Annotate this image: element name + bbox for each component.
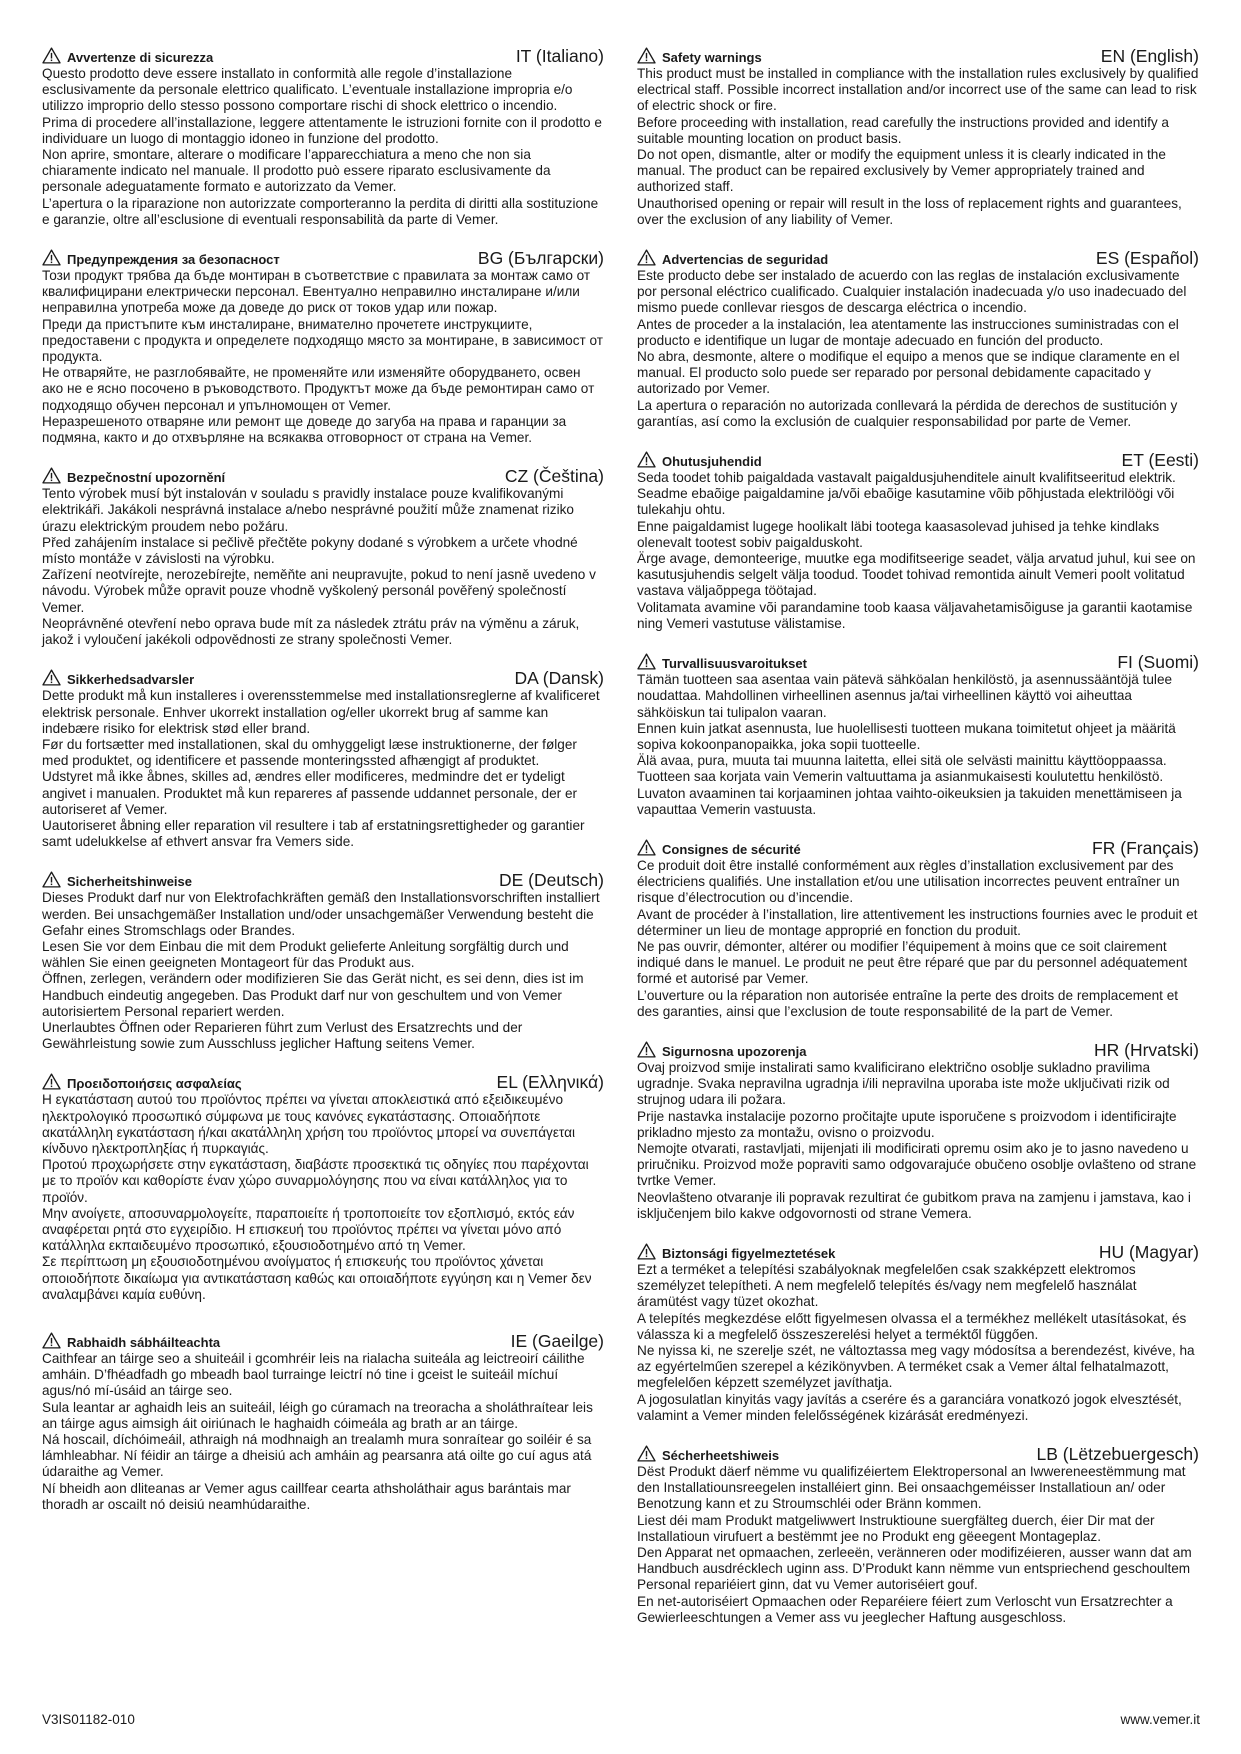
language-label: FR (Français)	[1092, 837, 1199, 858]
section-paragraph: Seda toodet tohib paigaldada vastavalt paigaldusjuhenditele ainult kvalifitseeritud elektrik. Seadme ebaõige paigaldamine ja/või ebaõige kasutamine võib põhjustada elektrilöögi või tulekahju ohtu.	[637, 470, 1176, 518]
section-paragraph: Ennen kuin jatkat asennusta, lue huolellisesti tuotteen mukana toimitetut ohjeet ja määritä sopiva kokoonpanopaikka, joka sopii tuotteelle.	[637, 720, 1176, 752]
language-label: FI (Suomi)	[1117, 652, 1199, 673]
section-title: Προειδοποιήσεις ασφαλείας	[67, 1076, 242, 1092]
section-paragraph: Dette produkt må kun installeres i overensstemmelse med installationsreglerne af kvalificeret elektrisk personale. Enhver ukorrekt installation og/eller ukorrekt brug af samme kan indebære risiko for elektrisk stød eller brand.	[42, 688, 600, 736]
section-title: Bezpečnostní upozornění	[67, 470, 226, 486]
section-paragraph: Udstyret må ikke åbnes, skilles ad, ændres eller modificeres, medmindre det er tydeligt angivet i manualen. Produktet må kun repareres af passende uddannet personale, der er autoriseret af Vemer.	[42, 769, 578, 817]
warning-triangle-icon	[637, 653, 656, 670]
section-paragraph: Μην ανοίγετε, αποσυναρμολογείτε, παραποιείτε ή τροποποιείτε τον εξοπλισμό, εκτός εάν αναφέρεται ρητά στο εγχειρίδιο. Η επισκευή του προϊόντος πρέπει να γίνεται μόνο από κατάλληλα εκπαιδευμένο προσωπικό, εξουσιοδοτημένο από τη Vemer.	[42, 1205, 575, 1254]
section-title: Sécherheetshiweis	[662, 1448, 780, 1464]
section-header	[637, 1034, 1199, 1060]
warning-triangle-icon	[637, 839, 656, 856]
section-paragraph: Den Apparat net opmaachen, zerleeën, veränneren oder modifizéieren, ausser wann dat am Handbuch ausdrécklech uginn ass. D’Produkt kann nëmme vun entspriechend geschoultem Personal repariéiert ginn, dat vu Vemer autoriséiert gouf.	[637, 1545, 1192, 1593]
section-paragraph: Antes de proceder a la instalación, lea atentamente las instrucciones suministradas con el producto e identifique un lugar de montaje adecuado en función del producto.	[637, 316, 1179, 348]
section-paragraph: La apertura o reparación no autorizada conllevará la pérdida de derechos de sustitución y garantías, así como la exclusión de cualquier responsabilidad por parte de Vemer.	[637, 397, 1178, 429]
section-heading	[637, 1041, 806, 1060]
section-paragraph: This product must be installed in compliance with the installation rules exclusively by qualified electrical staff. Possible incorrect installation and/or incorrect use of the same can lead to risk of electric shock or fire.	[637, 66, 1199, 114]
warning-triangle-icon	[42, 669, 61, 686]
section-paragraph: Lesen Sie vor dem Einbau die mit dem Produkt gelieferte Anleitung sorgfältig durch und wählen Sie einen geeigneten Montageort für das Produkt aus.	[42, 938, 569, 971]
section-header	[637, 1438, 1199, 1464]
section-heading	[42, 1073, 242, 1092]
language-label: HR (Hrvatski)	[1094, 1039, 1199, 1060]
section-heading	[42, 1332, 220, 1351]
safety-section	[637, 1438, 1199, 1626]
section-paragraph: Este producto debe ser instalado de acuerdo con las reglas de instalación exclusivamente por personal eléctrico cualificado. Cualquier instalación inadecuada y/o uso inadecuado del mismo puede conllevar riesgos de descarga eléctrica o incendio.	[637, 268, 1187, 316]
warning-triangle-icon	[637, 451, 656, 468]
language-label: BG (Български)	[477, 248, 604, 269]
section-paragraph: Sula leantar ar aghaidh leis an suiteáil, léigh go cúramach na treoracha a sholáthraítear leis an táirge agus aimsigh áit oiriúnach le haghaidh cóimeála ag brath ar an táirge.	[42, 1399, 593, 1431]
section-paragraph: L’apertura o la riparazione non autorizzate comporteranno la perdita di diritti alla sostituzione e garanzie, oltre all’esclusione di eventuali responsabilità da parte di Vemer.	[42, 195, 599, 227]
section-header	[637, 444, 1199, 470]
section-paragraph: Enne paigaldamist lugege hoolikalt läbi tootega kaasasolevad juhised ja tehke kindlaks olenevalt tootest sobiv paigalduskoht.	[637, 518, 1160, 550]
section-paragraph: Prima di procedere all’installazione, leggere attentamente le istruzioni fornite con il prodotto e individuare un luogo di montaggio idoneo in funzione del prodotto.	[42, 114, 602, 146]
warning-triangle-icon	[42, 467, 61, 484]
section-paragraph: A jogosulatlan kinyitás vagy javítás a cserére és a garanciára vonatkozó jogok elvesztését, valamint a Vemer minden felelősségének kizárását eredményezi.	[637, 1391, 1182, 1423]
section-paragraph: Неразрешеното отваряне или ремонт ще доведе до загуба на права и гаранции за подмяна, както и до отхвърляне на всякаква отговорност от страна на Vemer.	[42, 413, 567, 446]
section-title: Rabhaidh sábháilteachta	[67, 1335, 221, 1350]
warning-triangle-icon	[637, 1243, 656, 1260]
section-header	[42, 864, 604, 890]
warning-triangle-icon	[42, 1332, 61, 1349]
section-title: Turvallisuusvaroitukset	[662, 656, 807, 672]
section-title: Consignes de sécurité	[662, 841, 801, 857]
section-paragraph: Ärge avage, demonteerige, muutke ega modifitseerige seadet, välja arvatud juhul, kui see on kasutusjuhendis selgelt välja toodud. Toodet tohivad remontida ainult Vemeri poolt volitatud vastava väljaõppega töötajad.	[637, 551, 1196, 599]
language-label: EL (Ελληνικά)	[496, 1072, 604, 1093]
safety-section	[42, 1066, 604, 1303]
section-heading	[42, 249, 280, 268]
section-paragraph: Questo prodotto deve essere installato in conformità alle regole d’installazione esclusivamente da personale elettrico qualificato. L’eventuale installazione impropria e/o utilizzo improprio dello stesso possono comportare rischi di shock elettrico o incendio.	[42, 66, 573, 114]
safety-section	[42, 864, 604, 1052]
safety-section	[42, 242, 604, 446]
section-heading	[637, 653, 807, 672]
section-paragraph: Σε περίπτωση μη εξουσιοδοτημένου ανοίγματος ή επισκευής του προϊόντος χάνεται οποιοδήποτε δικαίωμα για αντικατάσταση καθώς και οποιαδήποτε εγγύηση και η Vemer δεν αναλαμβάνει καμία ευθύνη.	[42, 1254, 592, 1302]
warning-triangle-icon	[637, 1041, 656, 1058]
section-paragraph: L’ouverture ou la réparation non autorisée entraîne la perte des droits de remplacement et des garanties, ainsi que l’exclusion de toute responsabilité de la part de Vemer.	[637, 987, 1179, 1019]
section-paragraph: Uautoriseret åbning eller reparation vil resultere i tab af erstatningsrettigheder og garantier samt udelukkelse af ethvert ansvar fra Vemers side.	[42, 817, 585, 850]
section-paragraph: Volitamata avamine või parandamine toob kaasa väljavahetamisõiguse ja garantii kaotamise ning Vemeri vastutuse välistamise.	[637, 599, 1193, 631]
section-paragraph: Caithfear an táirge seo a shuiteáil i gcomhréir leis na rialacha suiteála ag leictreoirí cáilithe amháin. D’fhéadfadh go mbeadh baol turrainge leictrí nó tine i gceist le suiteáil míchuí agus/nó mí-úsáid an táirge seo.	[42, 1351, 585, 1399]
section-heading	[637, 249, 828, 268]
section-paragraph: Tämän tuotteen saa asentaa vain pätevä sähköalan henkilöstö, ja asennussääntöjä tulee noudattaa. Mahdollinen virheellinen asennus ja/tai virheellinen käyttö voi aiheuttaa sähköiskun tai tulipalon vaaran.	[637, 672, 1173, 720]
section-paragraph: No abra, desmonte, altere o modifique el equipo a menos que se indique claramente en el manual. El producto solo puede ser reparado por personal debidamente capacitado y autorizado por Vemer.	[637, 349, 1180, 397]
section-heading	[42, 871, 192, 890]
safety-section	[637, 832, 1199, 1020]
section-paragraph: Do not open, dismantle, alter or modify the equipment unless it is clearly indicated in the manual. The product can be repaired exclusively by Vemer appropriately trained and authorized staff.	[637, 147, 1166, 195]
section-paragraph: Non aprire, smontare, alterare o modificare l’apparecchiatura a meno che non sia chiaramente indicato nel manuale. Il prodotto può essere riparato esclusivamente da personale adeguatamente formato e autorizzato da Vemer.	[42, 147, 551, 195]
section-paragraph: Před zahájením instalace si pečlivě přečtěte pokyny dodané s výrobkem a určete vhodné místo montáže v závislosti na výrobku.	[42, 534, 578, 567]
language-label: IE (Gaeilge)	[510, 1331, 604, 1351]
section-paragraph: Zařízení neotvírejte, nerozebírejte, neměňte ani neupravujte, pokud to není jasně uvedeno v návodu. Výrobek může opravit pouze vhodně vyškolený personál pověřený společností Vemer.	[42, 567, 596, 615]
section-title: Sicherheitshinweise	[67, 874, 192, 890]
section-header	[637, 1236, 1199, 1262]
section-paragraph: Dëst Produkt däerf nëmme vu qualifizéiertem Elektropersonal an Iwwereneestëmmung mat den Installatiounsreegelen installéiert ginn. Bei onsaachgeméisser Installatioun an/ oder Benotzung kann et zu Stroumschléi oder Bränn kommen.	[637, 1464, 1186, 1512]
section-paragraph: Prije nastavka instalacije pozorno pročitajte upute isporučene s proizvodom i identificirajte prikladno mjesto za montažu, ovisno o proizvodu.	[637, 1108, 1177, 1140]
language-label: CZ (Čeština)	[504, 466, 604, 487]
section-paragraph: Този продукт трябва да бъде монтиран в съответствие с правилата за монтаж само от квалифицирани електрически персонал. Евентуално неправилно инсталиране и/или неправилна употреба може да доведе до риск от токов удар или пожар.	[42, 268, 591, 316]
section-paragraph: Dieses Produkt darf nur von Elektrofachkräften gemäß den Installationsvorschriften installiert werden. Bei unsachgemäßer Installation und/oder unsachgemäßer Verwendung besteht die Gefahr eines Stromschlags oder Brandes.	[42, 890, 600, 938]
section-title: Sikkerhedsadvarsler	[67, 672, 195, 688]
section-heading	[42, 669, 194, 688]
section-paragraph: Unauthorised opening or repair will result in the loss of replacement rights and guarantees, over the exclusion of any liability of Vemer.	[637, 195, 1182, 227]
language-label: ET (Eesti)	[1121, 450, 1199, 471]
warning-triangle-icon	[42, 1073, 61, 1090]
section-paragraph: Η εγκατάσταση αυτού του προϊόντος πρέπει να γίνεται αποκλειστικά από εξειδικευμένο ηλεκτρολογικό προσωπικό σύμφωνα με τους κανόνες εγκατάστασης. Οποιαδήποτε ακατάλληλη εγκατάσταση ή/και ακατάλληλη χρήση του προϊόντος μπορεί να συνεπάγεται κίνδυνο ηλεκτροπληξίας ή πυρκαγιάς.	[42, 1092, 575, 1156]
section-paragraph: Ezt a terméket a telepítési szabályoknak megfelelően csak szakképzett elektromos személyzet telepítheti. A nem megfelelő telepítés és/vagy nem megfelelő használat áramütést vagy tüzet okozhat.	[637, 1261, 1137, 1310]
section-paragraph: Neovlašteno otvaranje ili popravak rezultirat će gubitkom prava na zamjenu i jamstava, kao i isključenjem bilo kakve odgovornosti od strane Vemera.	[637, 1189, 1191, 1221]
section-header	[637, 832, 1199, 858]
section-title: Advertencias de seguridad	[662, 252, 829, 268]
safety-section	[637, 444, 1199, 632]
language-label: ES (Español)	[1095, 248, 1199, 269]
safety-section	[42, 40, 604, 228]
section-paragraph: Nemojte otvarati, rastavljati, mijenjati ili modificirati opremu osim ako je to jasno navedeno u priručniku. Proizvod može popraviti samo odgovarajuće obučeno osoblje ovlašteno od strane tvrtke Vemer.	[637, 1140, 1197, 1189]
language-label: EN (English)	[1100, 46, 1199, 66]
section-paragraph: Ní bheidh aon dliteanas ar Vemer agus caillfear cearta athsholáthair agus barántais mar thoradh ar oscailt nó deisiú neamhúdaraithe.	[42, 1480, 571, 1512]
section-header	[42, 662, 604, 688]
section-heading	[637, 47, 762, 66]
language-label: DE (Deutsch)	[498, 870, 604, 891]
safety-section	[637, 1034, 1199, 1222]
section-title: Ohutusjuhendid	[662, 454, 762, 470]
section-header	[637, 646, 1199, 672]
safety-section	[42, 460, 604, 648]
section-heading	[637, 839, 801, 858]
left-column	[42, 40, 604, 1527]
section-title: Biztonsági figyelmeztetések	[662, 1245, 836, 1261]
warning-triangle-icon	[637, 249, 656, 266]
section-header	[42, 460, 604, 486]
section-paragraph: Älä avaa, pura, muuta tai muunna laitetta, ellei sitä ole selvästi mainittu käyttöoppaassa. Tuotteen saa korjata vain Vemerin valtuuttama ja asianmukaisesti koulutettu henkilöstö.	[637, 753, 1167, 785]
warning-triangle-icon	[637, 1445, 656, 1462]
safety-section	[42, 1325, 604, 1513]
warning-triangle-icon	[637, 47, 656, 64]
section-header	[42, 1325, 604, 1351]
language-label: DA (Dansk)	[514, 668, 604, 689]
section-paragraph: Ne pas ouvrir, démonter, altérer ou modifier l’équipement à moins que ce soit clairement indiqué dans le manuel. Le produit ne peut être réparé que par du personnel adéquatement formé et autorisé par Vemer.	[637, 938, 1188, 987]
safety-section	[637, 1236, 1199, 1424]
website-link: www.vemer.it	[1120, 1712, 1200, 1727]
safety-section	[42, 662, 604, 850]
section-title: Avvertenze di sicurezza	[67, 50, 214, 65]
section-heading	[42, 47, 213, 66]
section-paragraph: A telepítés megkezdése előtt figyelmesen olvassa el a termékhez mellékelt utasításokat, és válassza ki a megfelelő összeszerelési helyet a terméktől függően.	[637, 1310, 1187, 1342]
section-paragraph: Ne nyissa ki, ne szerelje szét, ne változtassa meg vagy módosítsa a berendezést, kivéve, ha az egyértelműen szerepel a kézikönyvben. A terméket csak a Vemer által felhatalmazott, megfelelően képzett személyzet javíthatja.	[637, 1343, 1195, 1391]
section-paragraph: En net-autoriséiert Opmaachen oder Reparéiere féiert zum Verloscht vun Ersatzrechter a Gewierleeschtungen a Vemer ass vu jeeglecher Haftung ausgeschloss.	[637, 1593, 1173, 1625]
section-paragraph: Unerlaubtes Öffnen oder Reparieren führt zum Verlust des Ersatzrechts und der Gewährleistung sowie zum Ausschluss jeglicher Haftung seitens Vemer.	[42, 1019, 523, 1052]
section-paragraph: Ovaj proizvod smije instalirati samo kvalificirano električno osoblje sukladno pravilima ugradnje. Svaka nepravilna ugradnja i/ili nepravilna uporaba iste može uključivati rizik od strujnog udara ili požara.	[637, 1059, 1170, 1108]
section-heading	[42, 467, 225, 486]
section-header	[637, 40, 1199, 66]
section-header	[42, 242, 604, 268]
section-title: Sigurnosna upozorenja	[662, 1043, 807, 1059]
section-paragraph: Προτού προχωρήσετε στην εγκατάσταση, διαβάστε προσεκτικά τις οδηγίες που παρέχονται με το προϊόν και καθορίστε έναν χώρο συναρμολόγησης που να είναι κατάλληλος για το προϊόν.	[42, 1157, 589, 1205]
document-code: V3IS01182-010	[42, 1712, 135, 1727]
section-paragraph: Ce produit doit être installé conformément aux règles d’installation exclusivement par des électriciens qualifiés. Une installation et/ou une utilisation incorrectes peuvent entraîner un risque d’électrocution ou d’incendie.	[637, 857, 1180, 906]
section-paragraph: Ná hoscail, díchóimeáil, athraigh ná modhnaigh an trealamh mura sonraítear go soiléir é sa lámhleabhar. Ní féidir an táirge a dheisiú ach amháin ag pearsanra atá oilte go cuí agus atá údaraithe ag Vemer.	[42, 1432, 592, 1480]
right-column	[637, 40, 1199, 1640]
section-paragraph: Tento výrobek musí být instalován v souladu s pravidly instalace pouze kvalifikovanými elektrikáři. Jakákoli nesprávná instalace a/nebo nesprávné použití může znamenat riziko úrazu elektrickým proudem nebo požáru.	[42, 486, 574, 534]
language-label: HU (Magyar)	[1098, 1241, 1199, 1262]
section-heading	[637, 451, 762, 470]
section-paragraph: Before proceeding with installation, read carefully the instructions provided and identify a suitable mounting location on product basis.	[637, 114, 1169, 146]
section-paragraph: Luvaton avaaminen tai korjaaminen johtaa vaihto-oikeuksien ja takuiden menettämiseen ja vapauttaa Vemerin vastuusta.	[637, 785, 1182, 817]
warning-triangle-icon	[42, 47, 61, 64]
section-paragraph: Før du fortsætter med installationen, skal du omhyggeligt læse instruktionerne, der følger med produktet, og identificere et passende monteringssted afhængigt af produktet.	[42, 736, 577, 769]
section-paragraph: Liest déi mam Produkt matgeliwwert Instruktioune suergfälteg duerch, éier Dir mat der Installatioun virufuert a bestëmmt jee no Produkt eng gëeegent Montageplaz.	[637, 1512, 1155, 1544]
section-header	[637, 242, 1199, 268]
section-paragraph: Преди да пристъпите към инсталиране, внимателно прочетете инструкциите, предоставени с продукта и определете подходящо място за монтиране, в зависимост от продукта.	[42, 316, 603, 365]
section-title: Safety warnings	[662, 50, 762, 65]
section-paragraph: Не отваряйте, не разглобявайте, не променяйте или изменяйте оборудването, освен ако не е ясно посочено в ръководството. Продуктът може да бъде ремонтиран само от подходящо обучен персонал и упълномощен от Vemer.	[42, 365, 595, 413]
safety-section	[637, 40, 1199, 228]
warning-triangle-icon	[42, 249, 61, 266]
section-heading	[637, 1445, 779, 1464]
section-title: Предупреждения за безопасност	[67, 252, 280, 268]
safety-section	[637, 242, 1199, 430]
section-paragraph: Öffnen, zerlegen, verändern oder modifizieren Sie das Gerät nicht, es sei denn, dies ist im Handbuch eindeutig angegeben. Das Produkt darf nur von geschultem und von Vemer autorisiertem Personal repariert werden.	[42, 971, 584, 1019]
language-label: IT (Italiano)	[515, 46, 604, 66]
language-label: LB (Lëtzebuergesch)	[1036, 1444, 1199, 1465]
section-heading	[637, 1243, 835, 1262]
section-paragraph: Neoprávněné otevření nebo oprava bude mít za následek ztrátu práv na výměnu a záruk, jakož i vyloučení jakékoli odpovědnosti ze strany společnosti Vemer.	[42, 615, 580, 648]
warning-triangle-icon	[42, 871, 61, 888]
safety-section	[637, 646, 1199, 818]
section-paragraph: Avant de procéder à l’installation, lire attentivement les instructions fournies avec le produit et déterminer un lieu de montage approprié en fonction du produit.	[637, 906, 1198, 938]
section-header	[42, 40, 604, 66]
section-header	[42, 1066, 604, 1092]
